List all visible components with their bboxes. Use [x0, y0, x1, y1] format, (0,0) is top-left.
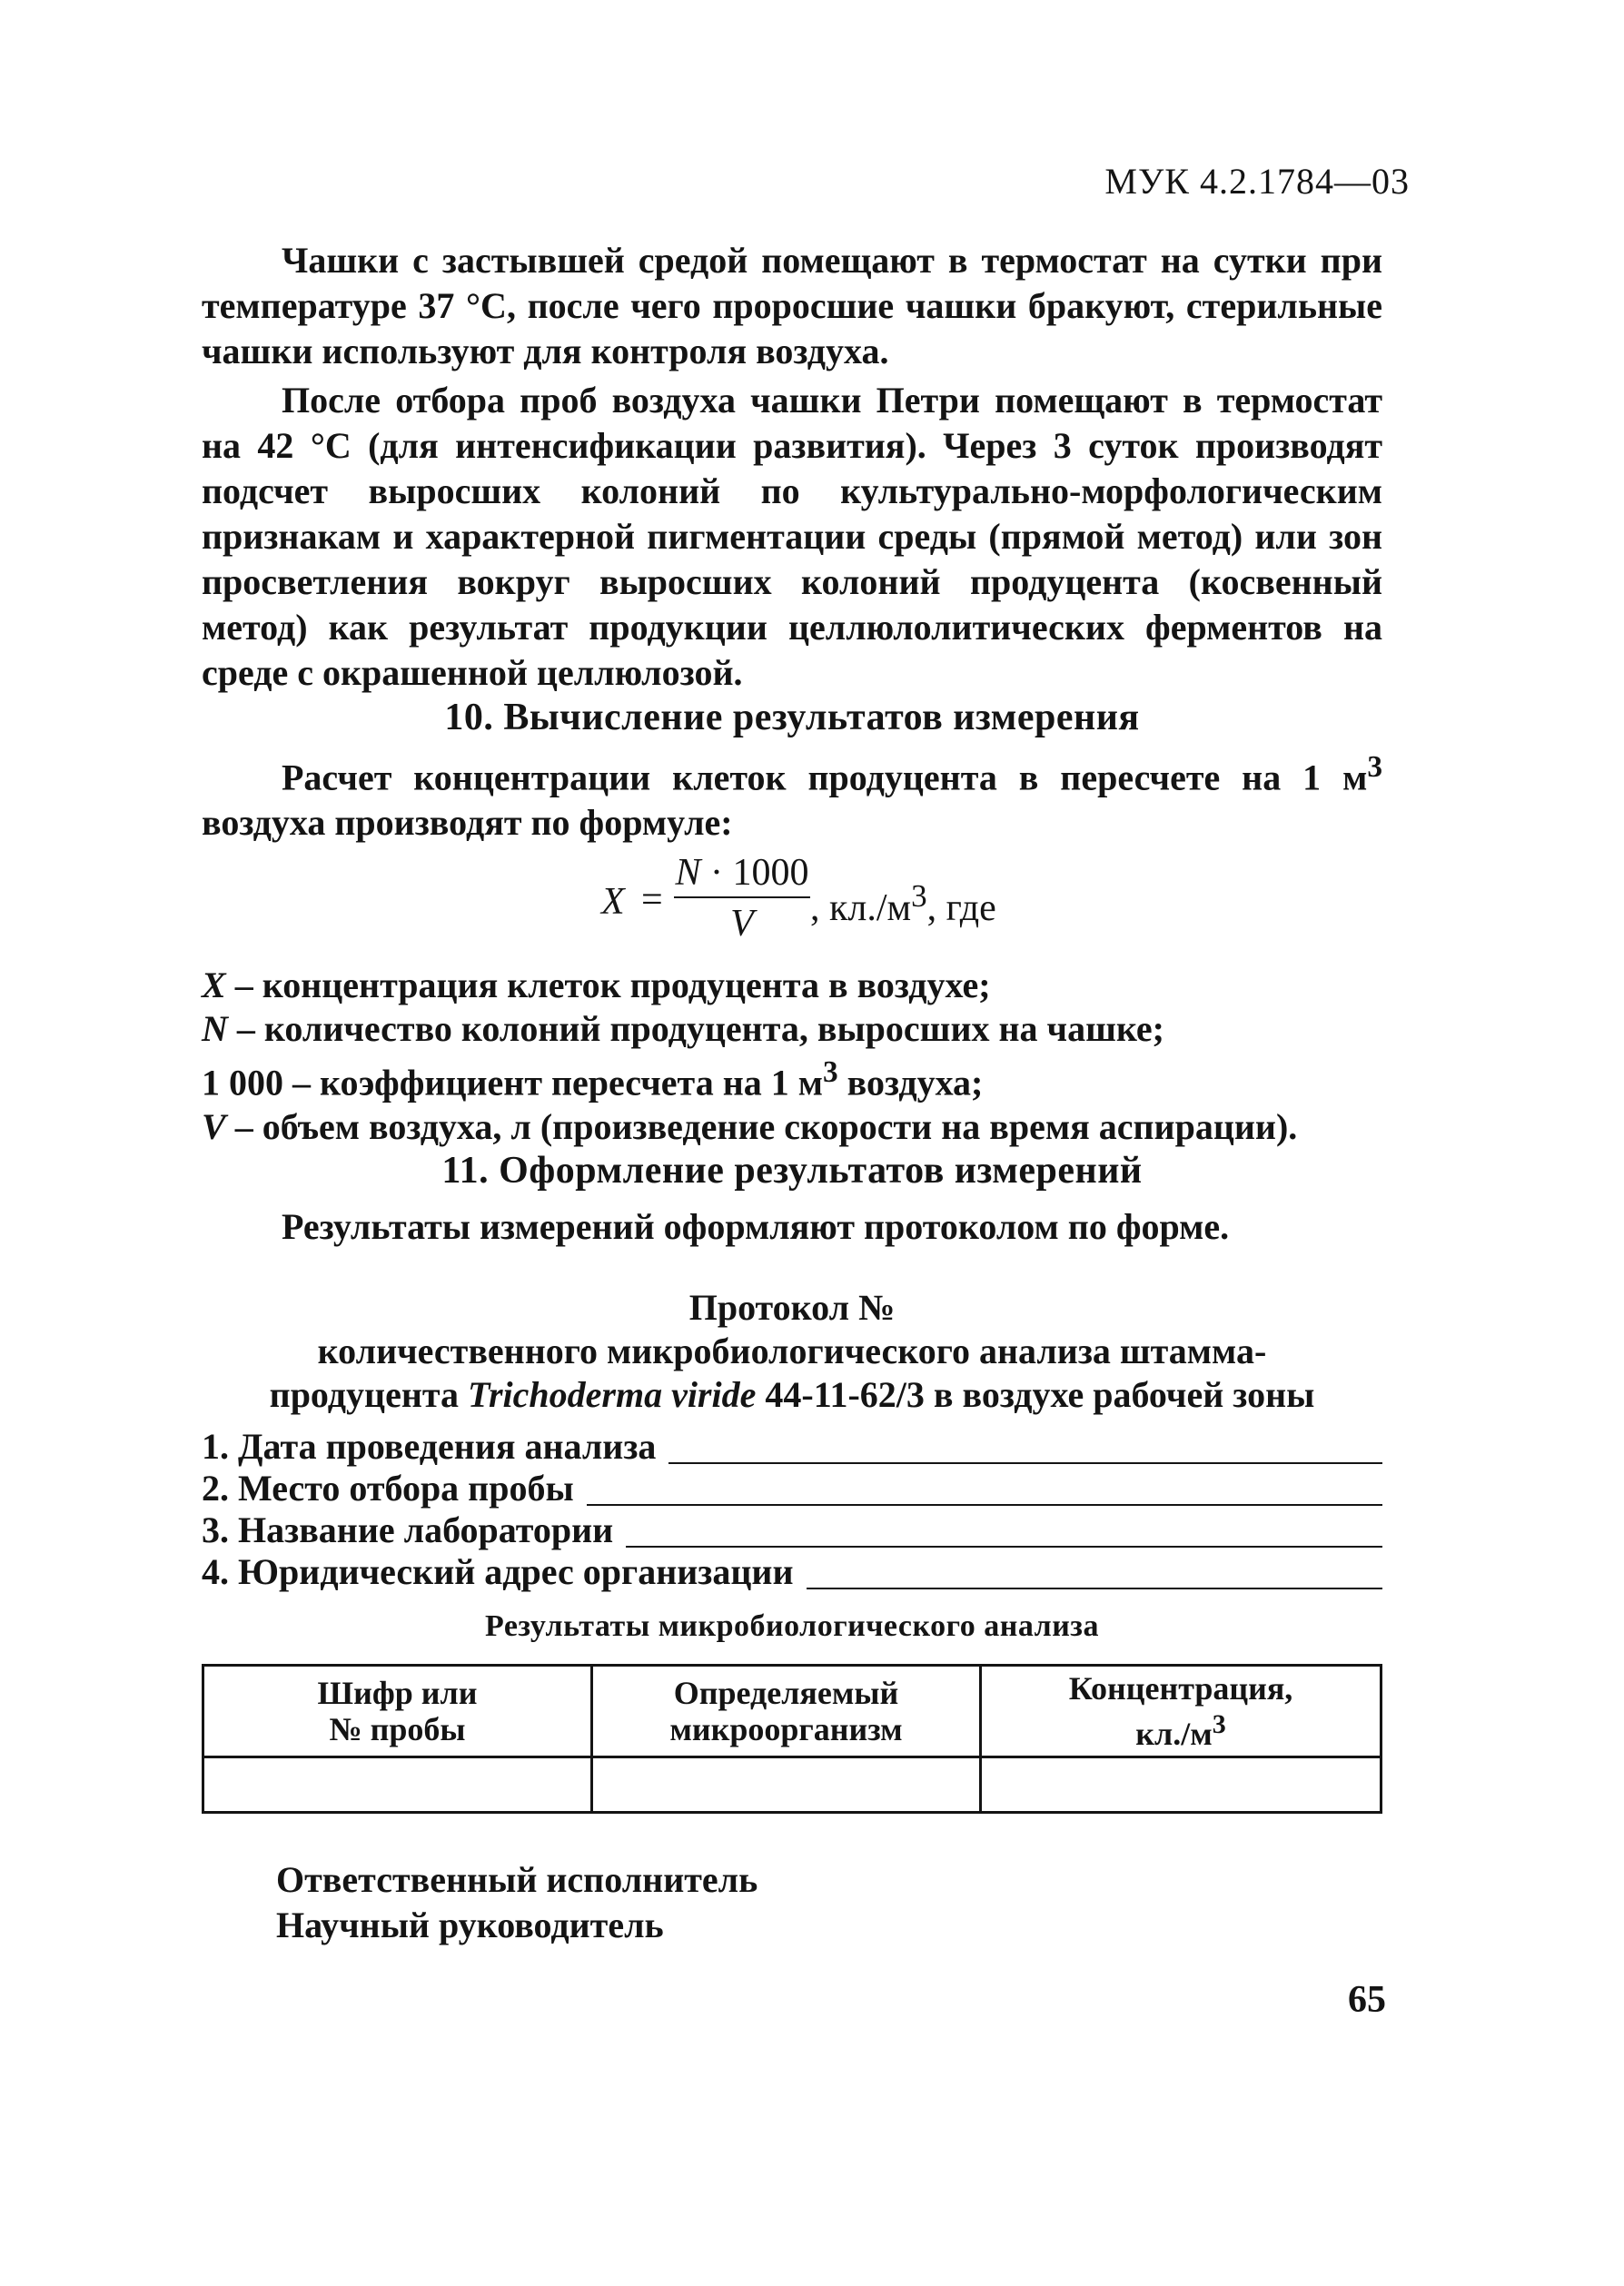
section-10-title: 10. Вычисление результатов измерения: [444, 697, 1140, 738]
document-code: МУК 4.2.1784—03: [1104, 161, 1410, 202]
results-table-caption: Результаты микробиологического анализа: [485, 1608, 1099, 1643]
definition-text: – объем воздуха, л (произведение скорости на время аспирации).: [225, 1105, 1298, 1147]
header-microorganism: [592, 1665, 981, 1757]
field-label: 1. Дата проведения анализа: [202, 1425, 657, 1467]
formula-intro-sup: 3: [1367, 750, 1382, 784]
signatures: [202, 1857, 1382, 1948]
header-unit-sup: 3: [1212, 1708, 1226, 1739]
protocol-fields: [202, 1426, 1382, 1593]
formula-denominator: V: [730, 903, 754, 945]
table-cell-concentration[interactable]: [981, 1757, 1381, 1812]
definition-v: [202, 1105, 1382, 1149]
formula-equals: =: [641, 879, 663, 922]
header-line: Шифр или: [317, 1674, 478, 1711]
protocol-title-line-1: Протокол №: [688, 1286, 896, 1328]
field-blank-line[interactable]: [668, 1435, 1382, 1464]
formula-num-rest: · 1000: [700, 852, 809, 895]
formula: [202, 853, 1382, 955]
formula-unit-text: , кл./м: [810, 887, 912, 930]
definition-1000: [202, 1051, 1382, 1104]
paragraph-colony-count: После отбора проб воздуха чашки Петри помещают в термостат на 42 °С (для интенсификации развития). Через 3 суток производят подсчет выросших колоний по культурально-морфологическим признакам и характерной пигментации среды (прямой метод) или зон просветления вокруг выросших колоний продуцента (косвенный метод) как результат продукции целлюлолитических ферментов на среде с окрашенной целлюлозой.: [202, 380, 1382, 693]
field-label: 4. Юридический адрес организации: [202, 1550, 794, 1592]
field-analysis-date[interactable]: [202, 1426, 1382, 1468]
paragraph-formula-intro: [202, 745, 1382, 846]
section-11-title: 11. Оформление результатов измерений: [441, 1149, 1143, 1192]
definition-text: – концентрация клеток продуцента в воздухе;: [225, 965, 991, 1006]
protocol-line-3-end: 44-11-62/3 в воздухе рабочей зоны: [756, 1373, 1315, 1415]
header-line: Определяемый: [673, 1674, 899, 1711]
field-sampling-place[interactable]: [202, 1468, 1382, 1509]
formula-num-var: N: [675, 852, 701, 895]
results-table: [202, 1664, 1382, 1814]
definition-sup: 3: [822, 1055, 838, 1090]
table-row: [203, 1757, 1381, 1812]
formula-definitions: [202, 964, 1382, 1148]
formula-fraction-bar: [674, 896, 810, 898]
field-legal-address[interactable]: [202, 1551, 1382, 1593]
definition-text: – количество колоний продуцента, выросших на чашке;: [227, 1008, 1164, 1050]
header-unit: кл./м: [1135, 1715, 1213, 1752]
protocol-title-line-3: [202, 1373, 1382, 1417]
header-line: Концентрация,: [1068, 1669, 1293, 1707]
table-header-row: [203, 1665, 1381, 1757]
formula-lhs: X: [601, 881, 625, 924]
header-concentration: [981, 1665, 1381, 1757]
formula-intro-tail: воздуха производят по формуле:: [202, 802, 733, 844]
paragraph-incubation: Чашки с застывшей средой помещают в термостат на сутки при температуре 37 °С, после чего проросшие чашки бракуют, стерильные чашки используют для контроля воздуха.: [202, 240, 1382, 371]
definition-x: [202, 964, 1382, 1007]
definition-symbol: N: [202, 1008, 228, 1050]
formula-intro-text: Расчет концентрации клеток продуцента в пересчете на 1 м: [282, 757, 1368, 798]
definition-n: [202, 1007, 1382, 1051]
section-11-text: Результаты измерений оформляют протоколом по форме.: [282, 1205, 1230, 1247]
field-label: 2. Место отбора пробы: [202, 1467, 574, 1509]
field-blank-line[interactable]: [807, 1560, 1382, 1589]
field-blank-line[interactable]: [626, 1519, 1382, 1548]
formula-numerator: [674, 851, 810, 895]
definition-text: 1 000 – коэффициент пересчета на 1 м: [202, 1062, 823, 1103]
signature-executor: Ответственный исполнитель: [276, 1858, 758, 1900]
body-column: [202, 238, 1382, 1948]
header-sample-code: [203, 1665, 592, 1757]
formula-unit-sup: 3: [911, 878, 927, 915]
protocol-line-3-start: продуцента: [269, 1373, 468, 1415]
header-line: № пробы: [329, 1710, 466, 1747]
definition-symbol: V: [202, 1105, 226, 1147]
table-cell-sample-code[interactable]: [203, 1757, 592, 1812]
header-line: [987, 1707, 1374, 1752]
signature-supervisor: Научный руководитель: [276, 1904, 664, 1945]
field-blank-line[interactable]: [587, 1477, 1382, 1506]
formula-unit-tail: , где: [926, 887, 996, 930]
field-label: 3. Название лаборатории: [202, 1509, 614, 1550]
protocol-title: [202, 1286, 1382, 1417]
page-number: 65: [1348, 1979, 1386, 2021]
protocol-title-line-2: количественного микробиологического анализа штамма-: [317, 1330, 1267, 1371]
definition-symbol: X: [202, 965, 226, 1006]
protocol-strain-name: Trichoderma viride: [468, 1373, 757, 1415]
field-laboratory-name[interactable]: [202, 1509, 1382, 1551]
definition-tail: воздуха;: [837, 1062, 984, 1103]
table-cell-microorganism[interactable]: [592, 1757, 981, 1812]
header-line: микроорганизм: [669, 1710, 903, 1747]
formula-unit: [810, 878, 996, 930]
